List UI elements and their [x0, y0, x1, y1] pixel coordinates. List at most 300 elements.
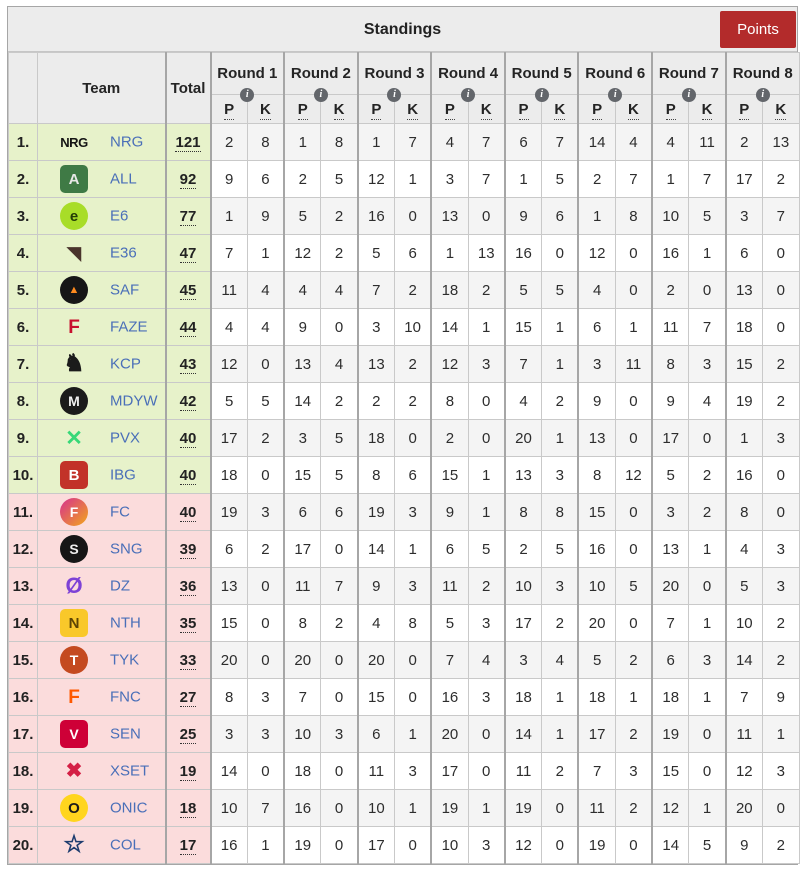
round-3-kills-cell: 2 [394, 346, 431, 383]
p-abbr: P [297, 100, 308, 118]
team-logo-slot [38, 531, 110, 567]
round-6-placement-cell: 7 [578, 753, 615, 790]
round-1-kills-cell: 5 [247, 383, 284, 420]
round-2-kills-cell: 0 [321, 309, 358, 346]
round-5-placement-cell: 5 [505, 272, 542, 309]
team-link[interactable]: IBG [110, 466, 136, 484]
round-8-kills-cell: 3 [762, 420, 799, 457]
table-row [9, 568, 800, 605]
team-link[interactable]: DZ [110, 577, 130, 595]
round-3-placement-cell: 20 [358, 642, 395, 679]
round-5-kills-cell: 3 [542, 457, 579, 494]
rank-cell: 2. [9, 161, 38, 198]
rank-cell: 16. [9, 679, 38, 716]
k-abbr: K [701, 100, 713, 118]
round-6-placement-cell: 16 [578, 531, 615, 568]
round-3-placement-cell: 10 [358, 790, 395, 827]
round-8-kills-cell: 7 [762, 198, 799, 235]
round-8-kills-cell: 0 [762, 309, 799, 346]
round-3-placement-cell: 8 [358, 457, 395, 494]
round-3-placement-cell: 7 [358, 272, 395, 309]
round-4-kills-cell: 7 [468, 161, 505, 198]
round-1-placement-cell: 17 [211, 420, 248, 457]
round-5-kills-cell: 5 [542, 161, 579, 198]
team-link[interactable]: XSET [110, 762, 150, 780]
total-value: 25 [179, 725, 197, 743]
round-3-kills-cell: 2 [394, 383, 431, 420]
total-cell [166, 124, 211, 161]
team-logo-slot [38, 753, 110, 789]
team-link[interactable]: TYK [110, 651, 140, 669]
round-2-kills-cell: 8 [321, 124, 358, 161]
team-logo[interactable]: O [60, 794, 88, 822]
rank-cell: 1. [9, 124, 38, 161]
round-5-placement-cell: 12 [505, 827, 542, 864]
team-logo-slot [38, 309, 110, 345]
round-7-placement-cell: 17 [652, 420, 689, 457]
round-5-kills-cell: 7 [542, 124, 579, 161]
round-7-placement-cell: 18 [652, 679, 689, 716]
total-value: 40 [179, 466, 197, 484]
k-abbr: K [554, 100, 566, 118]
total-value: 43 [179, 355, 197, 373]
round-6-kills-cell: 11 [615, 346, 652, 383]
standings-title: Standings [363, 21, 442, 38]
table-row [9, 161, 800, 198]
round-4-kills-cell: 1 [468, 457, 505, 494]
round-8-kills-cell: 0 [762, 494, 799, 531]
round-1-kills-cell: 2 [247, 531, 284, 568]
round-1-kills-cell: 8 [247, 124, 284, 161]
round-5-kills-cell: 1 [542, 420, 579, 457]
team-logo[interactable]: A [60, 165, 88, 193]
rank-column-header [9, 53, 38, 124]
round-3-kills-cell: 3 [394, 494, 431, 531]
round-8-placement-cell: 18 [726, 309, 763, 346]
round-5-kills-cell: 0 [542, 235, 579, 272]
round-1-kills-cell: 7 [247, 790, 284, 827]
team-cell [38, 235, 166, 272]
round-1-kills-cell: 1 [247, 235, 284, 272]
round-2-kills-cell: 2 [321, 235, 358, 272]
round-8-kills-cell: 3 [762, 568, 799, 605]
table-row [9, 753, 800, 790]
info-icon[interactable]: i [461, 88, 475, 102]
round-8-placement-cell: 20 [726, 790, 763, 827]
team-logo-slot [38, 124, 110, 160]
round-5-kills-cell: 1 [542, 716, 579, 753]
team-logo-slot [38, 568, 110, 604]
round-7-placement-cell: 4 [652, 124, 689, 161]
round-2-placement-cell: 9 [284, 309, 321, 346]
round-6-placement-cell: 3 [578, 346, 615, 383]
round-3-kills-cell: 6 [394, 235, 431, 272]
total-value: 33 [179, 651, 197, 669]
round-7-placement-cell: 19 [652, 716, 689, 753]
team-logo-slot [38, 790, 110, 826]
round-4-placement-cell: 18 [431, 272, 468, 309]
info-icon[interactable]: i [387, 88, 401, 102]
round-8-placement-cell: 13 [726, 272, 763, 309]
round-2-placement-cell: 12 [284, 235, 321, 272]
team-logo[interactable]: ☆ [63, 831, 85, 858]
total-value: 42 [179, 392, 197, 410]
round-4-placement-cell: 12 [431, 346, 468, 383]
round-header-label: Round 7 [658, 65, 719, 82]
round-1-kills-cell: 3 [247, 679, 284, 716]
round-4-kills-cell: 3 [468, 605, 505, 642]
rank-cell: 10. [9, 457, 38, 494]
round-1-placement-cell: 13 [211, 568, 248, 605]
round-4-placement-cell: 16 [431, 679, 468, 716]
round-4-kills-cell: 3 [468, 827, 505, 864]
round-2-placement-cell: 17 [284, 531, 321, 568]
round-1-kills-cell: 2 [247, 420, 284, 457]
team-link[interactable]: NRG [110, 133, 144, 151]
round-2-placement-cell: 10 [284, 716, 321, 753]
round-1-placement-cell: 16 [211, 827, 248, 864]
total-value: 39 [179, 540, 197, 558]
round-4-kills-cell: 0 [468, 420, 505, 457]
round-6-placement-cell: 9 [578, 383, 615, 420]
round-3-kills-cell: 0 [394, 642, 431, 679]
round-4-placement-cell: 8 [431, 383, 468, 420]
round-7-kills-cell: 1 [689, 679, 726, 716]
round-6-kills-cell: 8 [615, 198, 652, 235]
round-8-kills-cell: 2 [762, 827, 799, 864]
round-6-kills-cell: 0 [615, 235, 652, 272]
team-logo-slot [38, 827, 110, 863]
team-link[interactable]: SNG [110, 540, 143, 558]
team-cell [38, 790, 166, 827]
team-logo-slot [38, 457, 110, 493]
table-row [9, 124, 800, 161]
rank-cell: 3. [9, 198, 38, 235]
team-logo[interactable]: V [60, 720, 88, 748]
round-4-header [431, 53, 505, 100]
round-5-kills-cell: 2 [542, 605, 579, 642]
round-7-placement-cell: 12 [652, 790, 689, 827]
round-3-kills-cell: 1 [394, 790, 431, 827]
round-4-placement-cell: 9 [431, 494, 468, 531]
round-1-placement-cell: 7 [211, 235, 248, 272]
total-cell [166, 457, 211, 494]
round-6-placement-cell: 6 [578, 309, 615, 346]
round-6-kills-cell: 4 [615, 124, 652, 161]
team-link[interactable]: KCP [110, 355, 141, 373]
round-4-placement-cell: 13 [431, 198, 468, 235]
round-2-kills-cell: 0 [321, 679, 358, 716]
round-4-kills-cell: 0 [468, 753, 505, 790]
table-row [9, 790, 800, 827]
team-logo[interactable]: T [60, 646, 88, 674]
round-6-kills-cell: 12 [615, 457, 652, 494]
round-6-kills-cell: 1 [615, 309, 652, 346]
round-7-placement-cell: 10 [652, 198, 689, 235]
round-4-kills-cell: 4 [468, 642, 505, 679]
info-icon[interactable]: i [756, 88, 770, 102]
round-2-placement-cell: 11 [284, 568, 321, 605]
round-8-kills-cell: 3 [762, 753, 799, 790]
round-2-kills-cell: 6 [321, 494, 358, 531]
round-5-placement-cell: 15 [505, 309, 542, 346]
round-5-placement-cell: 4 [505, 383, 542, 420]
team-logo-slot [38, 642, 110, 678]
round-4-kills-cell: 0 [468, 383, 505, 420]
team-cell [38, 531, 166, 568]
team-cell [38, 494, 166, 531]
round-4-placement-cell: 4 [431, 124, 468, 161]
round-7-kills-cell: 11 [689, 124, 726, 161]
round-1-placement-cell: 10 [211, 790, 248, 827]
points-button[interactable]: Points [720, 11, 796, 48]
team-logo-slot [38, 235, 110, 271]
round-1-placement-cell: 11 [211, 272, 248, 309]
round-2-placement-cell: 13 [284, 346, 321, 383]
round-1-placement-cell: 8 [211, 679, 248, 716]
round-4-kills-cell: 13 [468, 235, 505, 272]
rank-cell: 7. [9, 346, 38, 383]
round-8-kills-cell: 2 [762, 642, 799, 679]
round-7-kills-cell: 1 [689, 605, 726, 642]
total-value: 35 [179, 614, 197, 632]
round-4-placement-cell: 19 [431, 790, 468, 827]
round-8-placement-cell: 4 [726, 531, 763, 568]
round-7-kills-cell: 7 [689, 309, 726, 346]
round-7-placement-cell: 5 [652, 457, 689, 494]
round-3-kills-cell: 0 [394, 198, 431, 235]
standings-titlebar [8, 7, 797, 52]
total-column-header: Total [166, 53, 211, 124]
team-cell [38, 383, 166, 420]
standings-widget [7, 6, 798, 865]
round-2-placement-cell: 4 [284, 272, 321, 309]
info-icon[interactable]: i [535, 88, 549, 102]
rank-cell: 19. [9, 790, 38, 827]
round-8-placement-cell: 2 [726, 124, 763, 161]
team-logo[interactable]: F [68, 686, 80, 708]
total-cell [166, 716, 211, 753]
round-5-placement-cell: 11 [505, 753, 542, 790]
round-5-placement-cell: 18 [505, 679, 542, 716]
round-header-label: Round 2 [290, 65, 351, 82]
rank-cell: 18. [9, 753, 38, 790]
team-cell [38, 272, 166, 309]
round-3-kills-cell: 3 [394, 568, 431, 605]
team-logo-slot [38, 272, 110, 308]
team-logo[interactable]: N [60, 609, 88, 637]
round-3-kills-cell: 0 [394, 827, 431, 864]
team-link[interactable]: FC [110, 503, 130, 521]
info-icon[interactable]: i [608, 88, 622, 102]
total-cell [166, 494, 211, 531]
round-3-kills-cell: 8 [394, 605, 431, 642]
round-1-placement-cell: 20 [211, 642, 248, 679]
k-abbr: K [775, 100, 787, 118]
round-7-kills-cell: 7 [689, 161, 726, 198]
round-3-kills-cell: 2 [394, 272, 431, 309]
team-link[interactable]: NTH [110, 614, 141, 632]
round-3-placement-cell: 5 [358, 235, 395, 272]
p-abbr: P [739, 100, 750, 118]
round-2-kills-cell: 3 [321, 716, 358, 753]
team-link[interactable]: FAZE [110, 318, 148, 336]
round-5-kills-cell: 1 [542, 679, 579, 716]
round-6-placement-cell: 17 [578, 716, 615, 753]
round-header-label: Round 3 [364, 65, 425, 82]
round-5-placement-cell: 16 [505, 235, 542, 272]
table-row [9, 309, 800, 346]
round-2-kills-cell: 2 [321, 383, 358, 420]
team-logo[interactable]: ◥ [67, 243, 81, 263]
team-cell [38, 161, 166, 198]
info-icon[interactable]: i [314, 88, 328, 102]
round-header-label: Round 1 [217, 65, 278, 82]
total-value: 92 [179, 170, 197, 188]
round-5-kills-cell: 6 [542, 198, 579, 235]
table-row [9, 420, 800, 457]
round-2-placement-cell: 20 [284, 642, 321, 679]
round-8-placement-cell: 8 [726, 494, 763, 531]
round-7-kills-cell: 2 [689, 494, 726, 531]
round-5-placement-cell: 6 [505, 124, 542, 161]
total-value: 36 [179, 577, 197, 595]
total-cell [166, 827, 211, 864]
round-2-kills-cell: 0 [321, 531, 358, 568]
round-5-kills-cell: 1 [542, 309, 579, 346]
team-link[interactable]: MDYW [110, 392, 158, 410]
round-1-kills-cell: 4 [247, 272, 284, 309]
round-1-kills-cell: 3 [247, 494, 284, 531]
total-value: 27 [179, 688, 197, 706]
round-8-placement-cell: 10 [726, 605, 763, 642]
table-row [9, 457, 800, 494]
round-4-placement-cell: 1 [431, 235, 468, 272]
round-6-placement-cell: 1 [578, 198, 615, 235]
round-7-placement-cell: 7 [652, 605, 689, 642]
team-link[interactable]: SAF [110, 281, 140, 299]
team-link[interactable]: PVX [110, 429, 141, 447]
team-logo[interactable]: NRG [60, 134, 88, 150]
round-4-placement-cell: 17 [431, 753, 468, 790]
team-logo[interactable]: ▲ [60, 276, 88, 304]
team-logo[interactable]: e [60, 202, 88, 230]
round-2-kills-cell: 5 [321, 457, 358, 494]
round-7-placement-cell: 1 [652, 161, 689, 198]
team-logo[interactable]: B [60, 461, 88, 489]
info-icon[interactable]: i [240, 88, 254, 102]
total-value: 40 [179, 429, 197, 447]
total-value: 17 [179, 836, 197, 854]
round-1-placement-cell: 2 [211, 124, 248, 161]
team-logo[interactable]: M [60, 387, 88, 415]
team-logo[interactable]: F [68, 316, 80, 338]
team-logo[interactable]: S [60, 535, 88, 563]
team-link[interactable]: COL [110, 836, 141, 854]
team-logo[interactable]: ✖ [65, 760, 83, 782]
rank-cell: 14. [9, 605, 38, 642]
total-cell [166, 346, 211, 383]
round-2-kills-cell: 4 [321, 346, 358, 383]
round-6-kills-cell: 2 [615, 642, 652, 679]
table-row [9, 235, 800, 272]
round-2-placement-cell: 1 [284, 124, 321, 161]
round-2-placement-cell: 19 [284, 827, 321, 864]
round-6-placement-cell: 4 [578, 272, 615, 309]
team-logo[interactable]: ♞ [63, 350, 85, 377]
team-link[interactable]: ALL [110, 170, 137, 188]
round-2-kills-cell: 0 [321, 790, 358, 827]
rank-cell: 11. [9, 494, 38, 531]
round-6-placement-cell: 19 [578, 827, 615, 864]
p-abbr: P [224, 100, 235, 118]
round-5-placement-cell: 10 [505, 568, 542, 605]
standings-table [8, 52, 800, 864]
team-logo-slot [38, 679, 110, 715]
table-row [9, 605, 800, 642]
info-icon[interactable]: i [682, 88, 696, 102]
round-3-kills-cell: 6 [394, 457, 431, 494]
round-3-placement-cell: 3 [358, 309, 395, 346]
team-link[interactable]: E36 [110, 244, 137, 262]
round-1-kills-cell: 0 [247, 642, 284, 679]
round-6-kills-cell: 0 [615, 531, 652, 568]
team-logo[interactable]: Ø [65, 573, 83, 598]
round-1-placement-cell: 19 [211, 494, 248, 531]
round-3-kills-cell: 3 [394, 753, 431, 790]
team-link[interactable]: ONIC [110, 799, 148, 817]
round-7-kills-cell: 3 [689, 642, 726, 679]
round-5-placement-cell: 3 [505, 642, 542, 679]
round-6-kills-cell: 3 [615, 753, 652, 790]
team-logo[interactable]: ✕ [65, 426, 83, 450]
round-6-placement-cell: 12 [578, 235, 615, 272]
round-1-kills-cell: 0 [247, 605, 284, 642]
round-2-placement-cell: 3 [284, 420, 321, 457]
team-link[interactable]: E6 [110, 207, 129, 225]
round-8-placement-cell: 1 [726, 420, 763, 457]
round-2-placement-cell: 2 [284, 161, 321, 198]
team-logo[interactable]: F [60, 498, 88, 526]
round-4-kills-cell: 7 [468, 124, 505, 161]
round-8-placement-cell: 17 [726, 161, 763, 198]
round-8-placement-cell: 16 [726, 457, 763, 494]
round-4-kills-cell: 3 [468, 346, 505, 383]
round-3-placement-cell: 12 [358, 161, 395, 198]
round-4-kills-cell: 0 [468, 198, 505, 235]
round-6-kills-cell: 0 [615, 420, 652, 457]
round-3-placement-cell: 6 [358, 716, 395, 753]
round-7-placement-cell: 9 [652, 383, 689, 420]
round-1-placement-cell: 9 [211, 161, 248, 198]
round-1-kills-cell: 0 [247, 568, 284, 605]
round-8-kills-cell: 0 [762, 457, 799, 494]
round-3-header [358, 53, 432, 100]
rank-cell: 6. [9, 309, 38, 346]
round-3-placement-cell: 15 [358, 679, 395, 716]
round-7-placement-cell: 11 [652, 309, 689, 346]
team-cell [38, 568, 166, 605]
round-1-kills-cell: 0 [247, 457, 284, 494]
round-3-placement-cell: 19 [358, 494, 395, 531]
round-7-kills-cell: 0 [689, 753, 726, 790]
round-7-kills-cell: 1 [689, 531, 726, 568]
round-5-placement-cell: 17 [505, 605, 542, 642]
table-row [9, 383, 800, 420]
team-link[interactable]: FNC [110, 688, 141, 706]
round-6-kills-cell: 2 [615, 790, 652, 827]
team-link[interactable]: SEN [110, 725, 141, 743]
